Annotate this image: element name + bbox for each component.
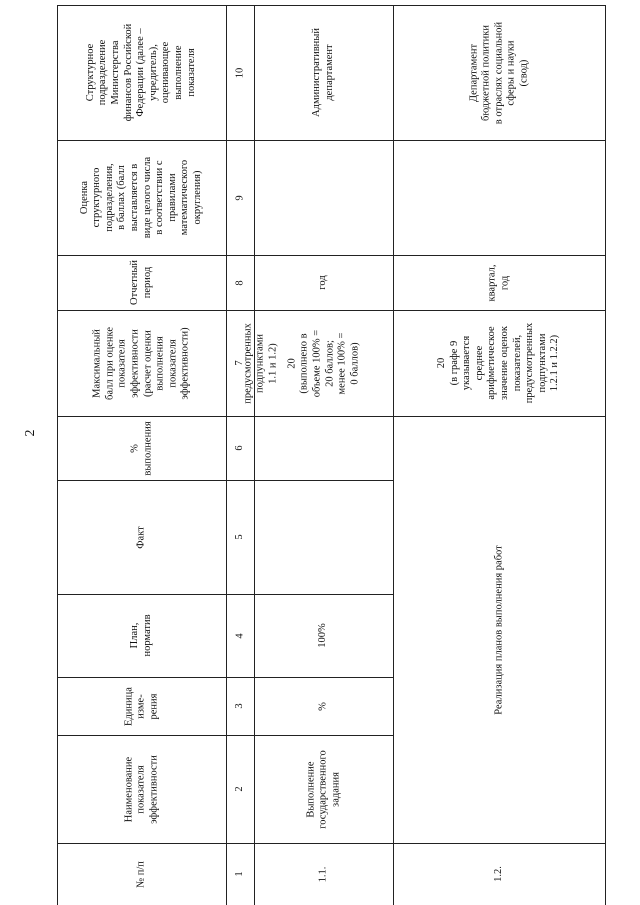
header-fact: Факт xyxy=(135,525,147,549)
column-number-9: 9 xyxy=(233,194,245,201)
row-1-2-number: 1.2. xyxy=(492,866,504,882)
column-number-2: 2 xyxy=(233,786,245,792)
row-1-1-number: 1.1. xyxy=(317,866,329,882)
column-number-1: 1 xyxy=(233,871,245,877)
header-max-score: Максимальный балл при оценке показателя эффективности (расчет оценки выполнения показателя эффективности) xyxy=(91,326,191,400)
row-1-1-max-score: 20 (выполнено в объеме 100% = 20 баллов; менее 100% = 0 баллов) xyxy=(285,329,360,397)
header-department: Структурное подразделение Министерства финансов Российской Федерации (далее – учредитель), оценивающее выполнение показателя xyxy=(84,23,197,122)
row-1-1-unit: % xyxy=(317,701,329,711)
header-unit: Единица изме- рения xyxy=(122,686,159,726)
continuation-text: предусмотренных подпунктами 1.1 и 1.2) xyxy=(241,322,278,404)
row-1-1-name: Выполнение государственного задания xyxy=(304,749,341,829)
header-number: № п/п xyxy=(135,860,147,888)
row-1-2-period: квартал, год xyxy=(486,263,510,302)
column-number-6: 6 xyxy=(233,445,245,451)
header-period: Отчетный период xyxy=(128,260,153,305)
row-1-1-divider xyxy=(254,140,393,141)
column-number-7: 7 xyxy=(233,360,245,366)
row-1-1-divider xyxy=(254,480,393,481)
column-number-4: 4 xyxy=(233,632,245,639)
row-1-2-max-score: 20 (в графе 9 указывается среднее арифметическое значение оценок показателей, предусмотренных подпунктами 1.2.1 и 1.2.2) xyxy=(436,322,561,404)
row-1-1-period: год xyxy=(317,275,329,290)
header-percent: % выполнения xyxy=(128,420,153,476)
header-plan: План, норматив xyxy=(128,614,153,657)
column-number-8: 8 xyxy=(233,279,245,286)
header-score: Оценка структурного подразделения, в баллах (балл выставляется в виде целого числа в соответствии с правилами математического округления) xyxy=(78,156,203,239)
row-1-2-name: Реализация планов выполнения работ xyxy=(492,544,504,715)
page-number: 2 xyxy=(23,429,38,437)
column-number-5: 5 xyxy=(233,534,245,540)
department-admin: Административный департамент xyxy=(310,28,335,117)
column-number-10: 10 xyxy=(233,67,245,78)
header-indicator-name: Наименование показателя эффективности xyxy=(122,754,159,824)
column-number-3: 3 xyxy=(233,703,245,709)
row-1-1-plan: 100% xyxy=(317,623,329,648)
department-budget: Департамент бюджетной политики в отраслях социальной сферы и науки (свод) xyxy=(467,21,529,124)
